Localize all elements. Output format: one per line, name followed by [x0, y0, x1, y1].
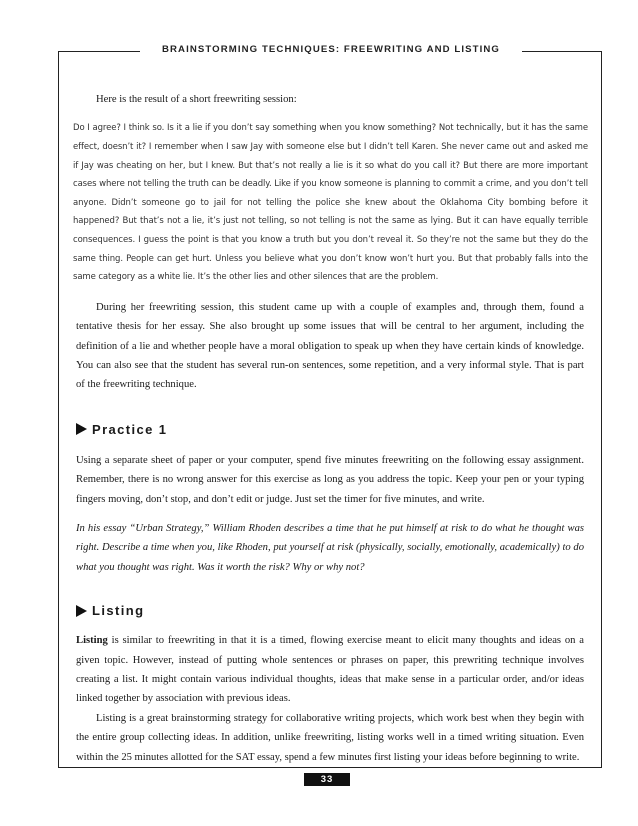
- page-number: 33: [304, 773, 350, 786]
- triangle-bullet-icon: [76, 423, 87, 435]
- page-content: [73, 90, 588, 767]
- listing-paragraph-2: Listing is a great brainstorming strategy for collaborative writing projects, which work best when they begin with the entire group collecting ideas. In addition, unlike freewriting, listing works well in a timed writing situation. Even within the 25 minutes allotted for the SAT essay, spend a few minutes first listing your ideas before beginning to write.: [76, 712, 584, 763]
- running-header: BRAINSTORMING TECHNIQUES: FREEWRITING AND LISTING: [162, 44, 500, 55]
- triangle-bullet-icon: [76, 605, 87, 617]
- listing-heading-text: Listing: [92, 603, 145, 619]
- practice-prompt: In his essay “Urban Strategy,” William Rhoden describes a time that he put himself at risk to do what he thought was right. Describe a time when you, like Rhoden, put yourself at risk (physically, socially, emotionally, academically) to do what you thought was right. Was it worth the risk? Why or why not?: [76, 523, 584, 573]
- header-rule-left: [58, 51, 140, 52]
- listing-paragraph-1: [76, 631, 584, 709]
- header-rule-right: [522, 51, 602, 52]
- practice-heading: [76, 422, 584, 437]
- analysis-paragraph: During her freewriting session, this student came up with a couple of examples and, through them, found a tentative thesis for her essay. She also brought up some issues that will be central to her argument, including the definition of a lie and whether people have a moral obligation to speak up when they have certain kinds of knowledge. You can also see that the student has several run-on sentences, some repetition, and a very informal style. That is part of the freewriting technique.: [76, 301, 584, 391]
- listing-term: Listing: [76, 635, 108, 647]
- freewriting-sample: Do I agree? I think so. Is it a lie if you don’t say something when you know something? Not technically, but it has the same effect, doesn’t it? I remember when I saw Jay with someone else but I didn’t tell Karen. She never came out and asked me if Jay was cheating on her, but I knew. But that’s not really a lie is it so what do you call it? But there are more important cases where not telling the truth can be deadly. Like if you know someone is planning to commit a crime, and you don’t tell anyone. Didn’t someone go to jail for not telling the police she knew about the Oklahoma City bombing before it happened? But that’s not a lie, it’s just not telling, so not telling is not the same as lying. But it can have equally terrible consequences. I guess the point is that you know a truth but you don’t reveal it. So they’re not the same but they do the same thing. People can get hurt. Unless you believe what you don’t know won’t hurt you. But that probably falls into the same category as a white lie. It’s the other lies and other silences that are the problem.: [73, 123, 588, 283]
- intro-paragraph: Here is the result of a short freewriting session:: [96, 94, 297, 105]
- listing-paragraph-1-text: is similar to freewriting in that it is a timed, flowing exercise meant to elicit many thoughts and ideas on a given topic. However, instead of putting whole sentences or phrases on paper, this prewriting technique involves creating a list. It might contain various individual thoughts, ideas that make sense in a particular order, and/or ideas linked together by association with previous ideas.: [76, 635, 584, 705]
- practice-heading-text: Practice 1: [92, 421, 168, 437]
- listing-heading: [76, 603, 584, 618]
- practice-instructions: Using a separate sheet of paper or your computer, spend five minutes freewriting on the following essay assignment. Remember, there is no wrong answer for this exercise as long as you address the topic. Keep your pen or your typing fingers moving, don’t stop, and don’t edit or judge. Just set the timer for five minutes, and write.: [76, 454, 584, 505]
